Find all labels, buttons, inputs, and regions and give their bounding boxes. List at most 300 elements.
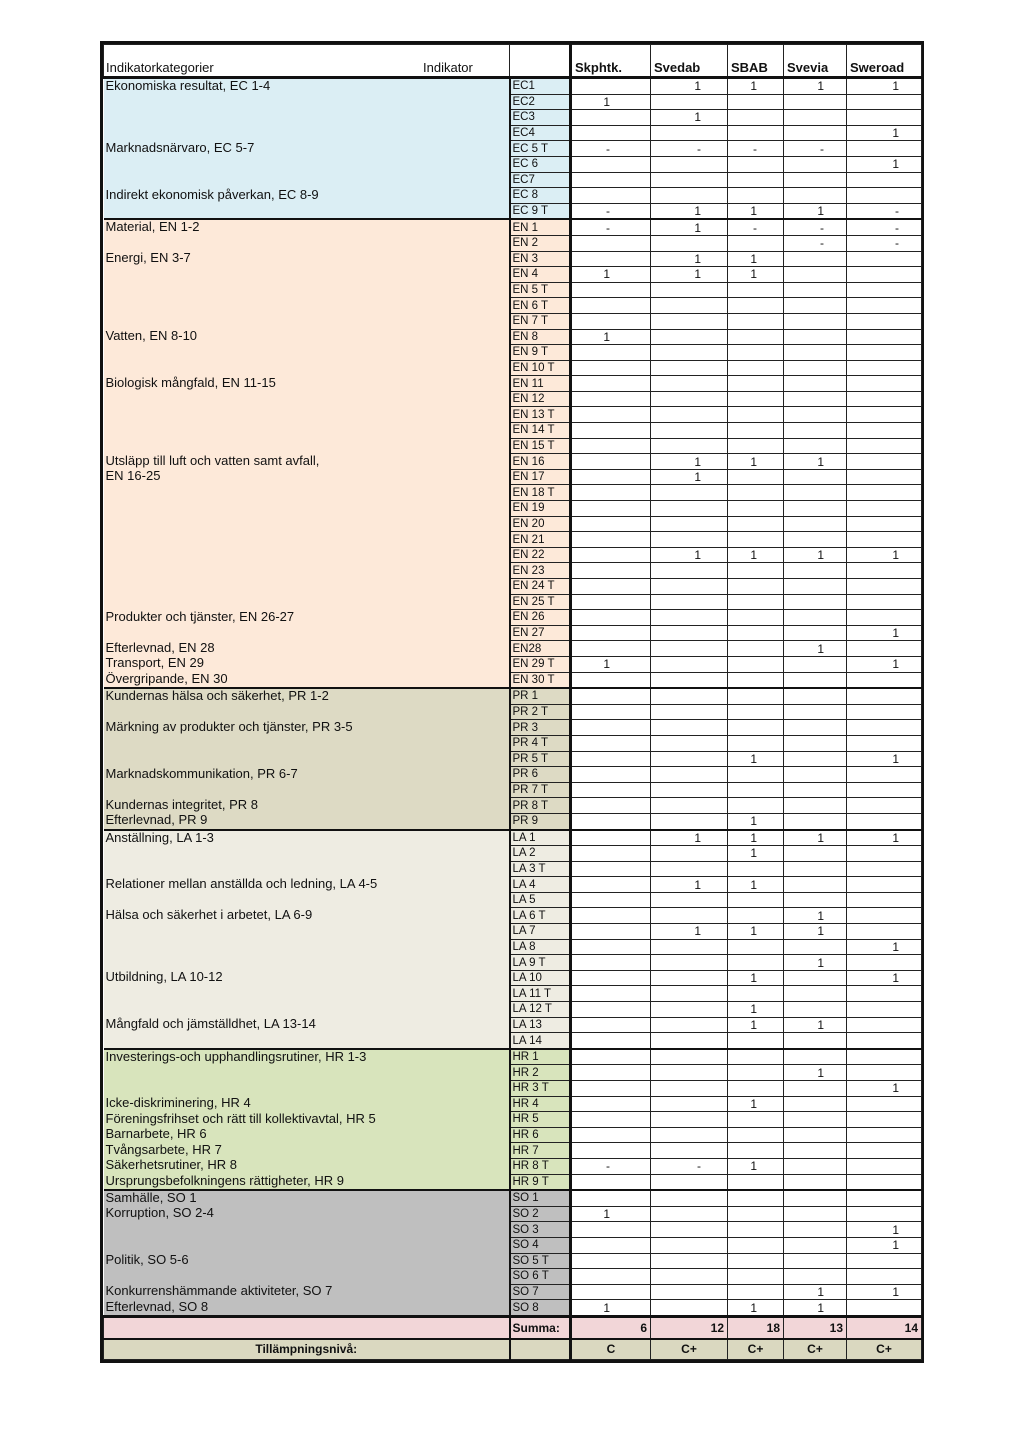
value-cell: [651, 986, 728, 1002]
value-cell: [728, 298, 784, 314]
value-cell: [847, 501, 922, 517]
value-cell: [784, 1096, 847, 1112]
value-cell: [728, 125, 784, 141]
category-cell: Utsläpp till luft och vatten samt avfall,: [104, 454, 510, 470]
indicator-code: LA 10: [510, 970, 571, 986]
category-cell: [104, 751, 510, 767]
value-cell: [784, 1127, 847, 1143]
header-row: [104, 45, 922, 78]
table-row: [104, 735, 922, 751]
value-cell: 1: [784, 203, 847, 219]
value-cell: [651, 579, 728, 595]
value-cell: [784, 735, 847, 751]
category-cell: [104, 594, 510, 610]
table-row: [104, 1222, 922, 1238]
value-cell: [728, 110, 784, 126]
indicator-code: EN 12: [510, 391, 571, 407]
value-cell: [728, 1143, 784, 1159]
indicator-code: EN 10 T: [510, 360, 571, 376]
indicator-code: LA 7: [510, 924, 571, 940]
category-cell: [104, 516, 510, 532]
value-cell: [847, 594, 922, 610]
value-cell: [784, 594, 847, 610]
category-cell: [104, 1269, 510, 1285]
table-row: [104, 1096, 922, 1112]
value-cell: 1: [728, 1002, 784, 1018]
category-cell: [104, 407, 510, 423]
table-row: [104, 656, 922, 672]
category-cell: [104, 532, 510, 548]
value-cell: [728, 516, 784, 532]
value-cell: [571, 720, 651, 736]
indicator-code: EN 22: [510, 547, 571, 563]
category-cell: [104, 547, 510, 563]
indicator-code: EN 20: [510, 516, 571, 532]
value-cell: [847, 1174, 922, 1190]
value-cell: [571, 704, 651, 720]
header-category: Indikatorkategorier: [104, 45, 510, 78]
value-cell: [784, 329, 847, 345]
table-row: [104, 939, 922, 955]
category-cell: EN 16-25: [104, 469, 510, 485]
header-company-4: Sweroad: [847, 45, 922, 78]
value-cell: [728, 282, 784, 298]
indicator-code: EC4: [510, 125, 571, 141]
value-cell: [728, 423, 784, 439]
value-cell: [571, 1190, 651, 1206]
value-cell: [571, 501, 651, 517]
value-cell: 1: [651, 203, 728, 219]
table-row: [104, 141, 922, 157]
value-cell: -: [847, 219, 922, 235]
value-cell: 1: [728, 1158, 784, 1174]
value-cell: [847, 141, 922, 157]
indicator-code: EC7: [510, 172, 571, 188]
value-cell: -: [571, 203, 651, 219]
value-cell: [847, 267, 922, 283]
value-cell: 1: [847, 1081, 922, 1097]
value-cell: [651, 720, 728, 736]
value-cell: [784, 1143, 847, 1159]
table-row: [104, 830, 922, 846]
value-cell: 1: [847, 751, 922, 767]
value-cell: [847, 360, 922, 376]
table-row: [104, 720, 922, 736]
category-cell: Produkter och tjänster, EN 26-27: [104, 610, 510, 626]
header-company-1: Svedab: [651, 45, 728, 78]
value-cell: [571, 516, 651, 532]
category-cell: [104, 1002, 510, 1018]
value-cell: [728, 939, 784, 955]
table-row: [104, 688, 922, 704]
indicator-code: EN 6 T: [510, 298, 571, 314]
value-cell: [784, 798, 847, 814]
value-cell: [728, 313, 784, 329]
value-cell: 1: [847, 1284, 922, 1300]
category-cell: [104, 704, 510, 720]
value-cell: [847, 813, 922, 829]
table-row: [104, 782, 922, 798]
category-cell: [104, 172, 510, 188]
value-cell: [784, 1237, 847, 1253]
category-cell: [104, 423, 510, 439]
value-cell: [784, 1112, 847, 1128]
value-cell: [651, 1222, 728, 1238]
table-row: [104, 641, 922, 657]
value-cell: 1: [728, 1300, 784, 1317]
value-cell: [728, 720, 784, 736]
table-row: [104, 892, 922, 908]
value-cell: -: [728, 141, 784, 157]
table-row: [104, 125, 922, 141]
value-cell: [571, 610, 651, 626]
indicator-code: SO 8: [510, 1300, 571, 1317]
category-cell: Hälsa och säkerhet i arbetet, LA 6-9: [104, 908, 510, 924]
value-cell: [847, 329, 922, 345]
category-cell: [104, 924, 510, 940]
indicator-code: HR 9 T: [510, 1174, 571, 1190]
indicator-code: SO 1: [510, 1190, 571, 1206]
value-cell: 1: [784, 955, 847, 971]
indicator-code: SO 6 T: [510, 1269, 571, 1285]
value-cell: [728, 329, 784, 345]
value-cell: -: [571, 219, 651, 235]
value-cell: 1: [784, 908, 847, 924]
value-cell: [728, 735, 784, 751]
value-cell: [651, 798, 728, 814]
value-cell: [847, 846, 922, 862]
value-cell: 1: [784, 78, 847, 95]
value-cell: [571, 235, 651, 251]
value-cell: [784, 1190, 847, 1206]
value-cell: 1: [571, 267, 651, 283]
category-cell: [104, 986, 510, 1002]
value-cell: [651, 1284, 728, 1300]
value-cell: [784, 1158, 847, 1174]
value-cell: 1: [651, 454, 728, 470]
value-cell: 1: [784, 924, 847, 940]
value-cell: 1: [847, 1222, 922, 1238]
indicator-code: LA 3 T: [510, 861, 571, 877]
value-cell: [651, 125, 728, 141]
header-indicator: Indikator: [423, 60, 473, 75]
value-cell: [847, 172, 922, 188]
value-cell: [728, 1174, 784, 1190]
indicator-code: EN 30 T: [510, 672, 571, 688]
value-cell: [651, 892, 728, 908]
table-row: [104, 360, 922, 376]
indicator-code: EN 29 T: [510, 656, 571, 672]
value-cell: [651, 1206, 728, 1222]
category-cell: [104, 282, 510, 298]
application-level-row: [104, 1339, 922, 1360]
value-cell: [651, 501, 728, 517]
category-cell: Tvångsarbete, HR 7: [104, 1143, 510, 1159]
category-cell: Konkurrenshämmande aktiviteter, SO 7: [104, 1284, 510, 1300]
value-cell: [847, 720, 922, 736]
value-cell: [571, 438, 651, 454]
value-cell: [571, 970, 651, 986]
value-cell: [784, 94, 847, 110]
value-cell: 1: [651, 469, 728, 485]
value-cell: [728, 656, 784, 672]
value-cell: -: [847, 203, 922, 219]
value-cell: [571, 1143, 651, 1159]
value-cell: [847, 1127, 922, 1143]
category-cell: [104, 1237, 510, 1253]
indicator-code: EN 7 T: [510, 313, 571, 329]
value-cell: [571, 1049, 651, 1065]
value-cell: [847, 1065, 922, 1081]
indicator-code: LA 12 T: [510, 1002, 571, 1018]
value-cell: 1: [728, 813, 784, 829]
category-cell: Efterlevnad, SO 8: [104, 1300, 510, 1317]
value-cell: [651, 846, 728, 862]
value-cell: [571, 672, 651, 688]
table-row: [104, 1112, 922, 1128]
value-cell: [651, 329, 728, 345]
value-cell: [728, 672, 784, 688]
category-cell: [104, 94, 510, 110]
value-cell: [571, 532, 651, 548]
indicator-code: EN 15 T: [510, 438, 571, 454]
value-cell: [571, 360, 651, 376]
value-cell: [847, 986, 922, 1002]
value-cell: [847, 563, 922, 579]
value-cell: 1: [728, 970, 784, 986]
value-cell: [728, 438, 784, 454]
value-cell: [728, 892, 784, 908]
value-cell: [571, 1033, 651, 1049]
category-cell: [104, 267, 510, 283]
indicator-code: LA 8: [510, 939, 571, 955]
indicator-code: HR 4: [510, 1096, 571, 1112]
value-cell: [847, 1253, 922, 1269]
value-cell: [847, 672, 922, 688]
indicator-code: EN 16: [510, 454, 571, 470]
table-row: [104, 877, 922, 893]
value-cell: [651, 767, 728, 783]
category-cell: Transport, EN 29: [104, 656, 510, 672]
header-indicator-cell: [423, 45, 571, 78]
value-cell: [784, 720, 847, 736]
category-cell: [104, 1081, 510, 1097]
value-cell: [847, 924, 922, 940]
table-row: [104, 219, 922, 235]
value-cell: [651, 955, 728, 971]
value-cell: [784, 110, 847, 126]
indicator-code: EC1: [510, 78, 571, 95]
value-cell: [784, 861, 847, 877]
indicator-code: EN 21: [510, 532, 571, 548]
indicator-code: EN 27: [510, 625, 571, 641]
header-company-3: Svevia: [784, 45, 847, 78]
value-cell: 1: [728, 846, 784, 862]
value-cell: [847, 188, 922, 204]
value-cell: [784, 704, 847, 720]
indicator-code: EC 5 T: [510, 141, 571, 157]
value-cell: 1: [728, 830, 784, 846]
value-cell: [847, 908, 922, 924]
value-cell: [728, 391, 784, 407]
value-cell: [784, 501, 847, 517]
value-cell: [847, 282, 922, 298]
table-row: [104, 188, 922, 204]
indicator-code: EN 1: [510, 219, 571, 235]
indicator-code: SO 5 T: [510, 1253, 571, 1269]
table-row: [104, 454, 922, 470]
value-cell: -: [651, 141, 728, 157]
value-cell: [571, 454, 651, 470]
indicator-code: EC 8: [510, 188, 571, 204]
indicator-code: LA 5: [510, 892, 571, 908]
table-row: [104, 625, 922, 641]
table-row: [104, 469, 922, 485]
value-cell: [571, 641, 651, 657]
value-cell: [784, 986, 847, 1002]
table-row: [104, 1174, 922, 1190]
value-cell: [847, 407, 922, 423]
table-row: [104, 1284, 922, 1300]
table-row: [104, 1237, 922, 1253]
indicator-code: EN 11: [510, 376, 571, 392]
category-cell: [104, 235, 510, 251]
value-cell: [651, 1081, 728, 1097]
indicator-code: SO 3: [510, 1222, 571, 1238]
value-cell: 1: [728, 78, 784, 95]
value-cell: -: [784, 141, 847, 157]
table-row: [104, 376, 922, 392]
indicator-code: EC 9 T: [510, 203, 571, 219]
category-cell: Marknadsnärvaro, EC 5-7: [104, 141, 510, 157]
value-cell: [784, 485, 847, 501]
value-cell: [571, 1017, 651, 1033]
indicator-code: LA 4: [510, 877, 571, 893]
value-cell: [847, 579, 922, 595]
value-cell: [728, 532, 784, 548]
value-cell: 1: [784, 1284, 847, 1300]
value-cell: [847, 1300, 922, 1317]
value-cell: [847, 782, 922, 798]
value-cell: 1: [847, 547, 922, 563]
value-cell: [651, 1033, 728, 1049]
value-cell: [571, 1002, 651, 1018]
value-cell: [784, 1081, 847, 1097]
category-cell: Utbildning, LA 10-12: [104, 970, 510, 986]
table-row: [104, 798, 922, 814]
value-cell: -: [784, 235, 847, 251]
header-company-2: SBAB: [728, 45, 784, 78]
value-cell: [784, 625, 847, 641]
value-cell: 1: [847, 156, 922, 172]
value-cell: [784, 846, 847, 862]
value-cell: [571, 423, 651, 439]
value-cell: [651, 563, 728, 579]
value-cell: [847, 1017, 922, 1033]
value-cell: 1: [728, 1017, 784, 1033]
category-cell: [104, 360, 510, 376]
value-cell: 1: [728, 924, 784, 940]
value-cell: [571, 313, 651, 329]
value-cell: [571, 298, 651, 314]
value-cell: [728, 94, 784, 110]
table-row: [104, 501, 922, 517]
value-cell: [651, 282, 728, 298]
summary-spacer: [104, 1316, 510, 1339]
table-row: [104, 407, 922, 423]
value-cell: [847, 735, 922, 751]
indicator-code: EN 24 T: [510, 579, 571, 595]
value-cell: [784, 188, 847, 204]
value-cell: 1: [728, 877, 784, 893]
value-cell: 1: [784, 641, 847, 657]
value-cell: [571, 1065, 651, 1081]
value-cell: [784, 1206, 847, 1222]
value-cell: 1: [784, 1017, 847, 1033]
value-cell: [784, 156, 847, 172]
value-cell: [571, 1284, 651, 1300]
value-cell: [784, 688, 847, 704]
value-cell: [571, 345, 651, 361]
value-cell: [571, 924, 651, 940]
gri-indicator-table: [100, 41, 924, 1363]
value-cell: 1: [728, 251, 784, 267]
value-cell: [571, 877, 651, 893]
value-cell: [651, 235, 728, 251]
value-cell: [784, 267, 847, 283]
table-row: [104, 298, 922, 314]
value-cell: [728, 704, 784, 720]
value-cell: [651, 1253, 728, 1269]
value-cell: [784, 376, 847, 392]
table-row: [104, 579, 922, 595]
indicator-code: EN 2: [510, 235, 571, 251]
value-cell: [651, 1269, 728, 1285]
application-level-value: C+: [651, 1339, 728, 1360]
value-cell: [728, 1033, 784, 1049]
value-cell: 1: [651, 219, 728, 235]
table-row: [104, 94, 922, 110]
indicator-code: HR 8 T: [510, 1158, 571, 1174]
value-cell: [847, 610, 922, 626]
category-cell: Ursprungsbefolkningens rättigheter, HR 9: [104, 1174, 510, 1190]
value-cell: 1: [571, 656, 651, 672]
value-cell: [784, 298, 847, 314]
value-cell: [571, 798, 651, 814]
value-cell: [728, 986, 784, 1002]
value-cell: [847, 877, 922, 893]
value-cell: [784, 313, 847, 329]
table-row: [104, 1065, 922, 1081]
category-cell: [104, 156, 510, 172]
value-cell: [728, 1253, 784, 1269]
value-cell: [847, 892, 922, 908]
value-cell: 1: [728, 1096, 784, 1112]
category-cell: [104, 625, 510, 641]
value-cell: [728, 563, 784, 579]
table-row: [104, 767, 922, 783]
indicator-code: EN 5 T: [510, 282, 571, 298]
category-cell: [104, 1222, 510, 1238]
table-row: [104, 251, 922, 267]
value-cell: [651, 516, 728, 532]
value-cell: [847, 1143, 922, 1159]
value-cell: [651, 641, 728, 657]
category-cell: [104, 579, 510, 595]
indicator-code: LA 6 T: [510, 908, 571, 924]
value-cell: [784, 672, 847, 688]
table-row: [104, 1300, 922, 1317]
